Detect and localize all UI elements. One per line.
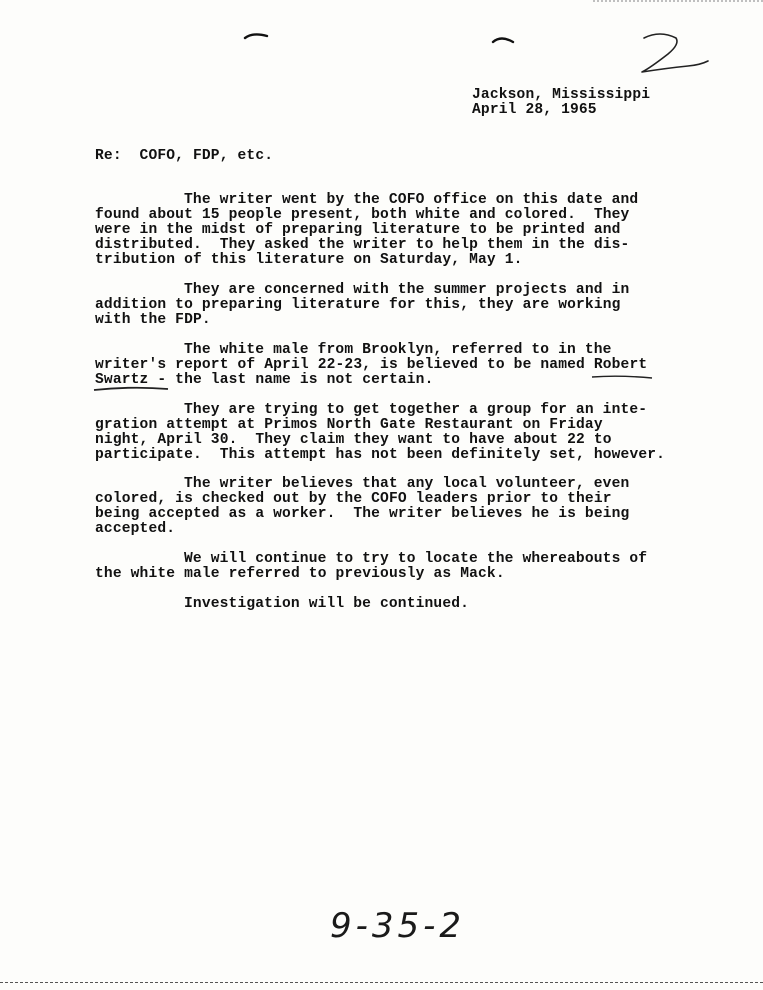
paragraph-line: tribution of this literature on Saturday, May 1. xyxy=(95,252,523,268)
name-underline-mark xyxy=(590,372,654,382)
paragraph-line: being accepted as a worker. The writer believes he is being xyxy=(95,506,630,522)
paragraph-line: were in the midst of preparing literature to be printed and xyxy=(95,222,621,238)
paragraph-line: participate. This attempt has not been definitely set, however. xyxy=(95,447,666,463)
handwritten-file-number: 9-35-2 xyxy=(330,906,466,946)
paragraph-line: accepted. xyxy=(95,521,176,537)
paragraph-line: Investigation will be continued. xyxy=(184,596,470,612)
location-line: Jackson, Mississippi xyxy=(472,87,651,103)
paragraph-line: with the FDP. xyxy=(95,312,211,328)
top-mark-left xyxy=(243,30,269,42)
paragraph-line: They are trying to get together a group for an inte- xyxy=(184,402,648,418)
paragraph-line: The white male from Brooklyn, referred to in the xyxy=(184,342,612,358)
date-line: April 28, 1965 xyxy=(472,102,597,118)
paragraph-line: They are concerned with the summer projects and in xyxy=(184,282,630,298)
paragraph-line: night, April 30. They claim they want to have about 22 to xyxy=(95,432,612,448)
top-mark-right xyxy=(491,34,515,46)
paragraph-line: gration attempt at Primos North Gate Restaurant on Friday xyxy=(95,417,603,433)
handwritten-page-number xyxy=(628,28,712,78)
paragraph-line: addition to preparing literature for this, they are working xyxy=(95,297,621,313)
re-line: Re: COFO, FDP, etc. xyxy=(95,148,274,164)
paragraph-line: We will continue to try to locate the whereabouts of xyxy=(184,551,648,567)
bottom-edge-rule xyxy=(0,982,763,985)
top-edge-marks xyxy=(593,0,763,4)
paragraph-line: The writer went by the COFO office on this date and xyxy=(184,192,639,208)
paragraph-line: distributed. They asked the writer to help them in the dis- xyxy=(95,237,630,253)
surname-underline-mark xyxy=(92,384,172,394)
paragraph-line: writer's report of April 22-23, is believed to be named Robert xyxy=(95,357,648,373)
paragraph-line: found about 15 people present, both white and colored. They xyxy=(95,207,630,223)
paragraph-line: the white male referred to previously as Mack. xyxy=(95,566,505,582)
paragraph-line: Swartz - the last name is not certain. xyxy=(95,372,434,388)
paragraph-line: The writer believes that any local volunteer, even xyxy=(184,476,630,492)
paragraph-line: colored, is checked out by the COFO leaders prior to their xyxy=(95,491,612,507)
